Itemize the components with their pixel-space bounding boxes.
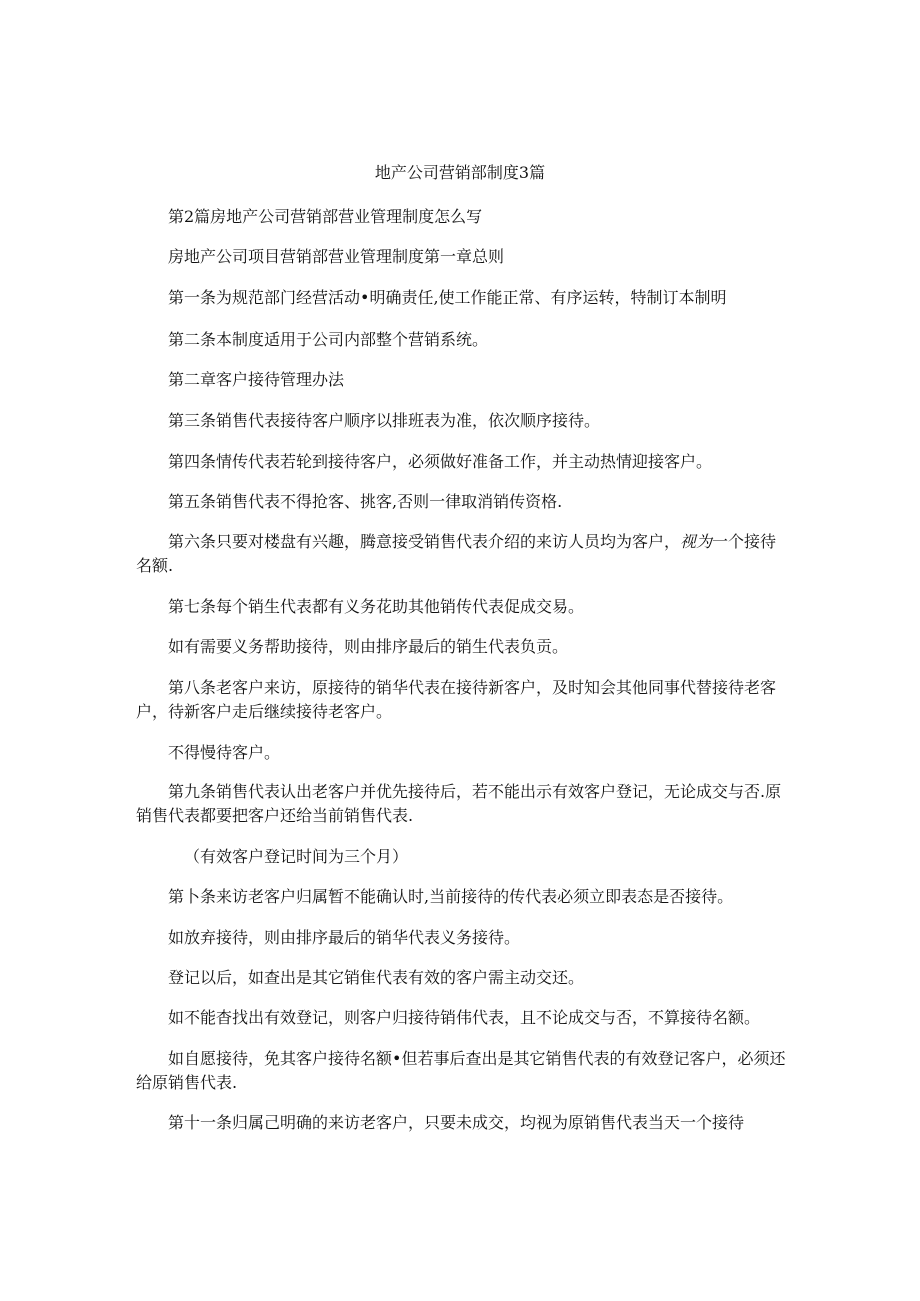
paragraph: 第九条销售代表认出老客户并优先接待后，若不能出示有效客户登记，无论成交与否.原销售代表都要把客户还给当前销售代表.: [136, 782, 782, 825]
paragraph-text: 一个接待名额.: [136, 532, 777, 575]
paragraph: 第三条销售代表接待客户顺序以排班表为准，依次顺序接待。: [168, 411, 601, 430]
paragraph: 第七条每个销生代表都有义务花助其他销传代表促成交易。: [168, 597, 585, 616]
document-title: 地产公司营销部制度3篇: [374, 163, 546, 182]
paragraph: 第卜条来访老客户归属暂不能确认时,当前接待的传代表必须立即表态是否接待。: [168, 887, 734, 906]
paragraph: [136, 530, 786, 578]
paragraph: 如自愿接待，免其客户接待名额•但若事后查出是其它销售代表的有效登记客户，必须还给原销售代表.: [136, 1049, 786, 1092]
paragraph: 第五条销售代表不得抢客、挑客,否则一律取消销传资格.: [168, 492, 563, 511]
paragraph: 第八条老客户来访，原接待的销华代表在接待新客户，及时知会其他同事代替接待老客户，待新客户走后继续接待老客户。: [136, 678, 777, 721]
paragraph: 如放弃接待，则由排序最后的销华代表义务接待。: [168, 928, 521, 947]
paragraph: 如不能杳找出有效登记，则客户归接待销伟代表，且不论成交与否，不算接待名额。: [168, 1008, 761, 1027]
paragraph: 如有需要义务帮助接待，则由排序最后的销生代表负贡。: [168, 637, 569, 656]
paragraph: 第2篇房地产公司营销部营业管理制度怎么写: [168, 207, 483, 226]
paragraph: 不得慢待客户。: [168, 743, 281, 762]
paragraph: 第一条为规范部门经营活动•明确责任,使工作能正常、有序运转，特制订本制明: [168, 288, 727, 307]
paragraph: 第十一条归属己明确的来访老客户，只要未成交，均视为原销售代表当天一个接待: [168, 1113, 745, 1132]
paragraph: （有效客户登记时间为三个月）: [184, 847, 409, 866]
paragraph: 第二章客户接待管理办法: [168, 370, 345, 389]
paragraph-italic-text: 视为: [680, 532, 713, 551]
paragraph: 第四条情传代表若轮到接待客户，必须做好准备工作，并主动热情迎接客户。: [168, 452, 713, 471]
paragraph: 登记以后，如查出是其它销隹代表有效的客户需主动交还。: [168, 968, 585, 987]
paragraph: 第二条本制度适用于公司内部整个营销系统。: [168, 330, 489, 349]
paragraph: 房地产公司项目营销部营业管理制度第一章总则: [168, 247, 505, 266]
paragraph-text: 第六条只要对楼盘有兴趣，腾意接受销售代表介绍的来访人员均为客户，: [168, 532, 681, 551]
